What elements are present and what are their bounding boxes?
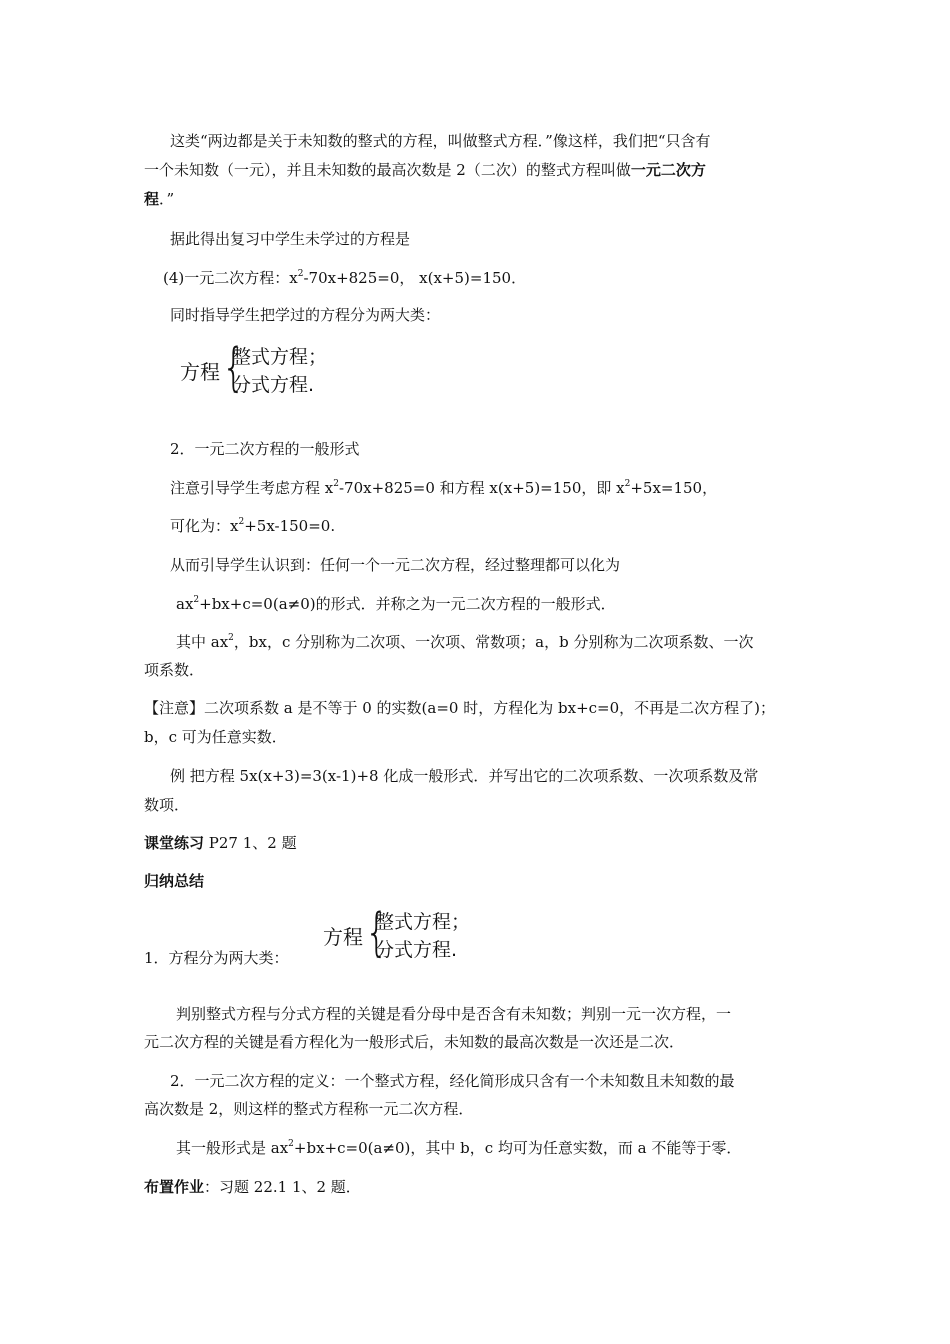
homework-label: 布置作业 (144, 1178, 205, 1196)
summary-para1-line1: 判别整式方程与分式方程的关键是看分母中是否含有未知数；判别一元一次方程，一 (176, 1005, 732, 1023)
practice-line (144, 833, 297, 853)
para3-b: -70x+825=0， x(x+5)=150． (303, 269, 527, 287)
superscript: 2 (333, 479, 339, 489)
superscript: 2 (297, 269, 304, 279)
p6-a: 可化为：x (170, 517, 239, 535)
example-line1: 例 把方程 5x(x+3)=3(x-1)+8 化成一般形式．并写出它的二次项系数、一次项系数及常 (170, 767, 759, 785)
p5-a: 注意引导学生考虑方程 x (170, 479, 334, 497)
para1-text: 一个未知数（一元），并且未知数的最高次数是 2（二次）的整式方程叫做 (144, 161, 631, 179)
para9-line2: 项系数． (144, 661, 205, 679)
superscript: 2 (288, 1139, 294, 1149)
para3-a: (4)一元二次方程：x (163, 269, 298, 287)
p8-a: ax (176, 595, 194, 613)
superscript: 2 (228, 633, 234, 643)
para9-line1 (176, 632, 753, 652)
p5-b: -70x+825=0 和方程 x(x+5)=150，即 x (338, 479, 625, 497)
summary-item1: 1．方程分为两大类： (144, 949, 289, 967)
classify-item2: 分式方程. (375, 939, 458, 961)
brace-icon: { (365, 903, 389, 963)
note-line2: b，c 可为任意实数． (144, 728, 287, 746)
s3-b: +bx+c=0(a≠0)，其中 b，c 均可为任意实数，而 a 不能等于零． (293, 1139, 742, 1157)
example-line2: 数项． (144, 796, 190, 814)
classify-diagram-1 (180, 340, 340, 400)
summary-item3 (176, 1138, 741, 1158)
superscript: 2 (193, 595, 200, 605)
note-line1: 【注意】二次项系数 a 是不等于 0 的实数(a=0 时，方程化为 bx+c=0，不再是二次方程了)； (144, 699, 775, 717)
classify-item2: 分式方程. (232, 374, 315, 396)
practice-text: P27 1、2 题 (204, 834, 297, 852)
term-bold-end: 程 (144, 190, 160, 208)
homework-line (144, 1177, 361, 1197)
classify-diagram-2 (323, 905, 483, 965)
superscript: 2 (238, 517, 245, 527)
p9-a: 其中 ax (176, 633, 229, 651)
classify-item1: 整式方程； (232, 346, 328, 368)
s3-a: 其一般形式是 ax (176, 1139, 289, 1157)
p5-c: +5x=150， (630, 479, 718, 497)
term-bold: 一元二次方 (630, 161, 706, 179)
p8-b: +bx+c=0(a≠0)的形式．并称之为一元二次方程的一般形式． (199, 595, 616, 613)
para1-line2 (144, 160, 706, 180)
classify-word: 方程 (180, 360, 220, 384)
para2: 据此得出复习中学生未学过的方程是 (170, 230, 411, 248)
brace-icon: { (222, 338, 246, 398)
section2-heading: 2．一元二次方程的一般形式 (170, 440, 360, 458)
classify-word: 方程 (323, 925, 363, 949)
para4: 同时指导学生把学过的方程分为两大类： (170, 306, 441, 324)
practice-label: 课堂练习 (144, 834, 205, 852)
summary-title: 归纳总结 (144, 872, 205, 890)
para1-line1: 这类“两边都是关于未知数的整式的方程，叫做整式方程．”像这样，我们把“只含有 (170, 132, 711, 150)
para5 (170, 478, 717, 498)
superscript: 2 (624, 479, 631, 489)
p9-b: ，bx，c 分别称为二次项、一次项、常数项；a，b 分别称为二次项系数、一次 (233, 633, 754, 651)
p6-b: +5x-150=0. (244, 517, 336, 535)
para1-line3 (144, 189, 174, 209)
para1-close: ．” (159, 190, 175, 208)
summary-item2-line2: 高次数是 2，则这样的整式方程称一元二次方程． (144, 1100, 474, 1118)
para8 (176, 594, 616, 614)
homework-text: ：习题 22.1 1、2 题． (204, 1178, 361, 1196)
para3 (163, 268, 526, 288)
para7: 从而引导学生认识到：任何一个一元二次方程，经过整理都可以化为 (170, 556, 621, 574)
classify-item1: 整式方程； (375, 911, 471, 933)
summary-item2-line1: 2．一元二次方程的定义：一个整式方程，经化简形成只含有一个未知数且未知数的最 (170, 1072, 735, 1090)
summary-para1-line2: 元二次方程的关键是看方程化为一般形式后，未知数的最高次数是一次还是二次． (144, 1033, 685, 1051)
para6 (170, 516, 335, 536)
